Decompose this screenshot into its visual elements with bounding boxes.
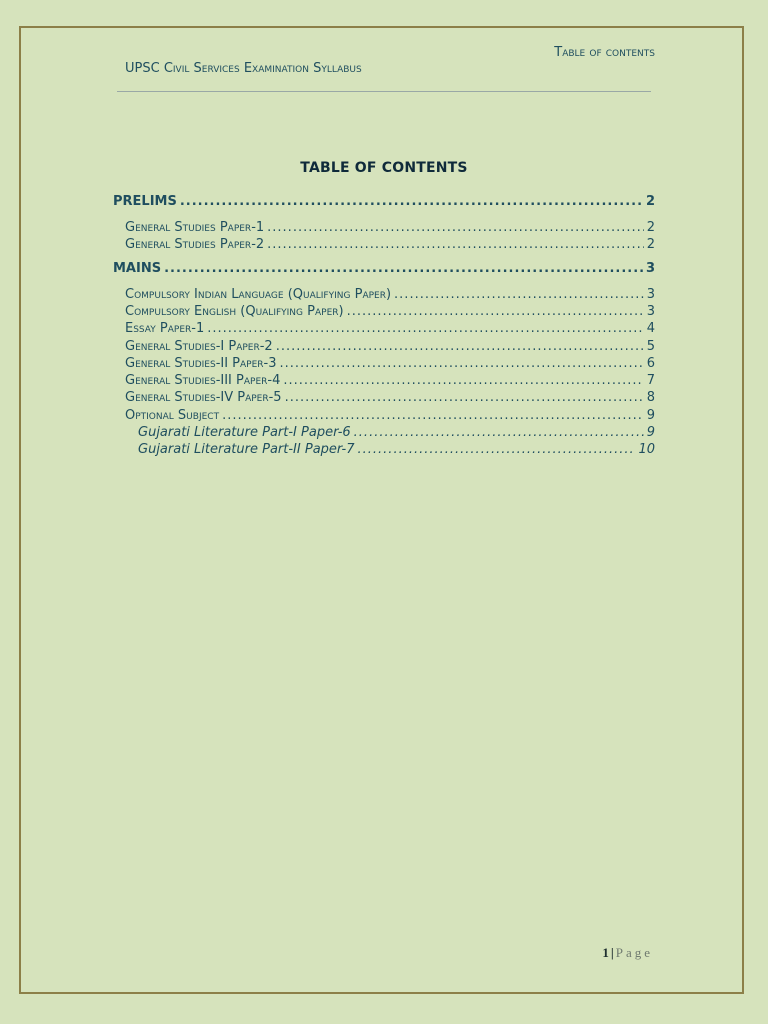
toc-entry-mains[interactable] xyxy=(113,260,655,278)
toc-entry-page: 9 xyxy=(646,408,655,423)
toc-leader-dots xyxy=(358,441,636,458)
toc-entry-optional-subject[interactable] xyxy=(125,407,655,424)
footer-page-number: 1 xyxy=(602,945,609,960)
toc-leader-dots xyxy=(267,219,644,236)
toc-entry-label: Gujarati Literature Part-II Paper-7 xyxy=(138,442,355,457)
toc-entry-compulsory-english[interactable] xyxy=(125,303,655,320)
toc-entry-gs-iii-paper-4[interactable] xyxy=(125,372,655,389)
toc-entry-prelims[interactable] xyxy=(113,193,655,211)
toc-entry-page: 2 xyxy=(646,220,655,235)
header-section-title: Table of contents xyxy=(554,45,655,60)
toc-entry-page: 7 xyxy=(646,373,655,388)
toc-entry-label: Essay Paper-1 xyxy=(125,321,205,336)
toc-entry-page: 2 xyxy=(645,194,655,209)
toc-entry-label: General Studies-III Paper-4 xyxy=(125,373,281,388)
page-footer xyxy=(602,945,653,961)
footer-separator: | xyxy=(610,945,614,960)
toc-entry-label: Compulsory English (Qualifying Paper) xyxy=(125,304,344,319)
toc-entry-gujarati-part-2[interactable] xyxy=(138,441,655,458)
toc-leader-dots xyxy=(267,236,644,253)
toc-leader-dots xyxy=(276,338,644,355)
toc-entry-gujarati-part-1[interactable] xyxy=(138,424,655,441)
footer-page-word: Page xyxy=(615,945,653,960)
toc-entry-page: 3 xyxy=(646,304,655,319)
toc-entry-page: 3 xyxy=(646,287,655,302)
toc-entry-essay-paper-1[interactable] xyxy=(125,320,655,337)
toc-entry-label: General Studies-II Paper-3 xyxy=(125,356,277,371)
toc-entry-page: 10 xyxy=(638,442,655,457)
toc-leader-dots xyxy=(354,424,644,441)
toc-entry-compulsory-indian-language[interactable] xyxy=(125,286,655,303)
toc-leader-dots xyxy=(283,372,643,389)
toc-leader-dots xyxy=(180,193,643,211)
toc-entry-page: 8 xyxy=(646,390,655,405)
toc-entry-label: General Studies-I Paper-2 xyxy=(125,339,273,354)
toc-entry-page: 9 xyxy=(646,425,655,440)
toc-title: TABLE OF CONTENTS xyxy=(300,160,468,176)
toc-entry-page: 3 xyxy=(645,261,655,276)
toc-entry-gs-i-paper-2[interactable] xyxy=(125,338,655,355)
toc-leader-dots xyxy=(222,407,644,424)
toc-leader-dots xyxy=(285,389,644,406)
toc-entry-label: General Studies Paper-2 xyxy=(125,237,265,252)
toc-entry-label: MAINS xyxy=(113,261,162,276)
toc-leader-dots xyxy=(280,355,644,372)
toc-entry-label: Gujarati Literature Part-I Paper-6 xyxy=(138,425,351,440)
toc-entry-label: Optional Subject xyxy=(125,408,220,423)
toc-leader-dots xyxy=(394,286,644,303)
toc-entry-gs-iv-paper-5[interactable] xyxy=(125,389,655,406)
toc-leader-dots xyxy=(207,320,643,337)
header-divider xyxy=(117,91,651,92)
toc-entry-gs-ii-paper-3[interactable] xyxy=(125,355,655,372)
toc-entry-gs-paper-1[interactable] xyxy=(125,219,655,236)
toc-entry-label: General Studies-IV Paper-5 xyxy=(125,390,282,405)
toc-leader-dots xyxy=(347,303,644,320)
toc-entry-gs-paper-2[interactable] xyxy=(125,236,655,253)
toc-entry-label: General Studies Paper-1 xyxy=(125,220,265,235)
toc-entry-page: 6 xyxy=(646,356,655,371)
toc-leader-dots xyxy=(164,260,643,278)
toc-entry-label: Compulsory Indian Language (Qualifying Paper) xyxy=(125,287,392,302)
toc-entry-page: 5 xyxy=(646,339,655,354)
toc-entry-page: 4 xyxy=(646,321,655,336)
toc-entry-label: PRELIMS xyxy=(113,194,177,209)
header-document-title: UPSC Civil Services Examination Syllabus xyxy=(125,61,362,76)
toc-entry-page: 2 xyxy=(646,237,655,252)
